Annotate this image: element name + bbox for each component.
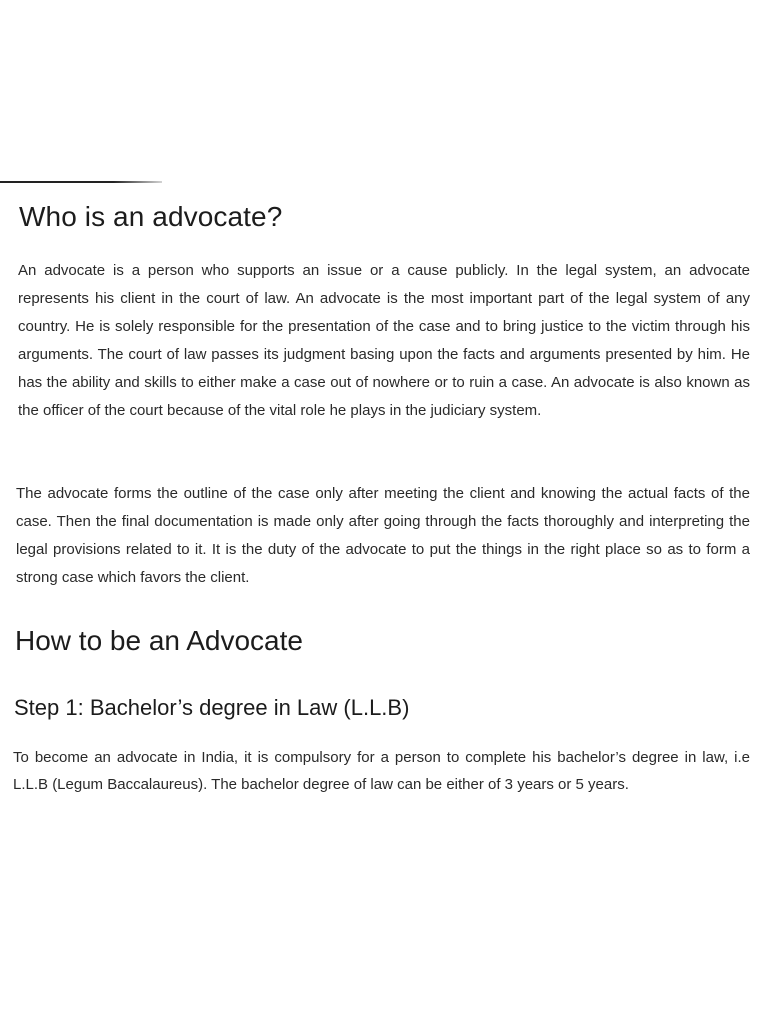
paragraph-definition: An advocate is a person who supports an issue or a cause publicly. In the legal system, an advocate represents his client in the court of law. An advocate is the most important part of the legal system of any country. He is solely responsible for the presentation of the case and to bring justice to the victim through his arguments. The court of law passes its judgment basing upon the facts and arguments presented by him. He has the ability and skills to either make a case out of nowhere or to ruin a case. An advocate is also known as the officer of the court because of the vital role he plays in the judiciary system. [18,262,750,419]
heading-how-to-be-an-advocate: How to be an Advocate [15,625,303,656]
section-divider [0,181,162,183]
heading-step-1: Step 1: Bachelor’s degree in Law (L.L.B) [14,695,410,720]
heading-who-is-an-advocate: Who is an advocate? [19,201,283,232]
paragraph-case-outline: The advocate forms the outline of the case only after meeting the client and knowing the actual facts of the case. Then the final documentation is made only after going through the facts thoroughly and interpreting the legal provisions related to it. It is the duty of the advocate to put the things in the right place so as to form a strong case which favors the client. [16,485,750,586]
paragraph-step-1: To become an advocate in India, it is compulsory for a person to complete his bachelor’s degree in law, i.e L.L.B (Legum Baccalaureus). The bachelor degree of law can be either of 3 years or 5 years. [13,749,750,793]
